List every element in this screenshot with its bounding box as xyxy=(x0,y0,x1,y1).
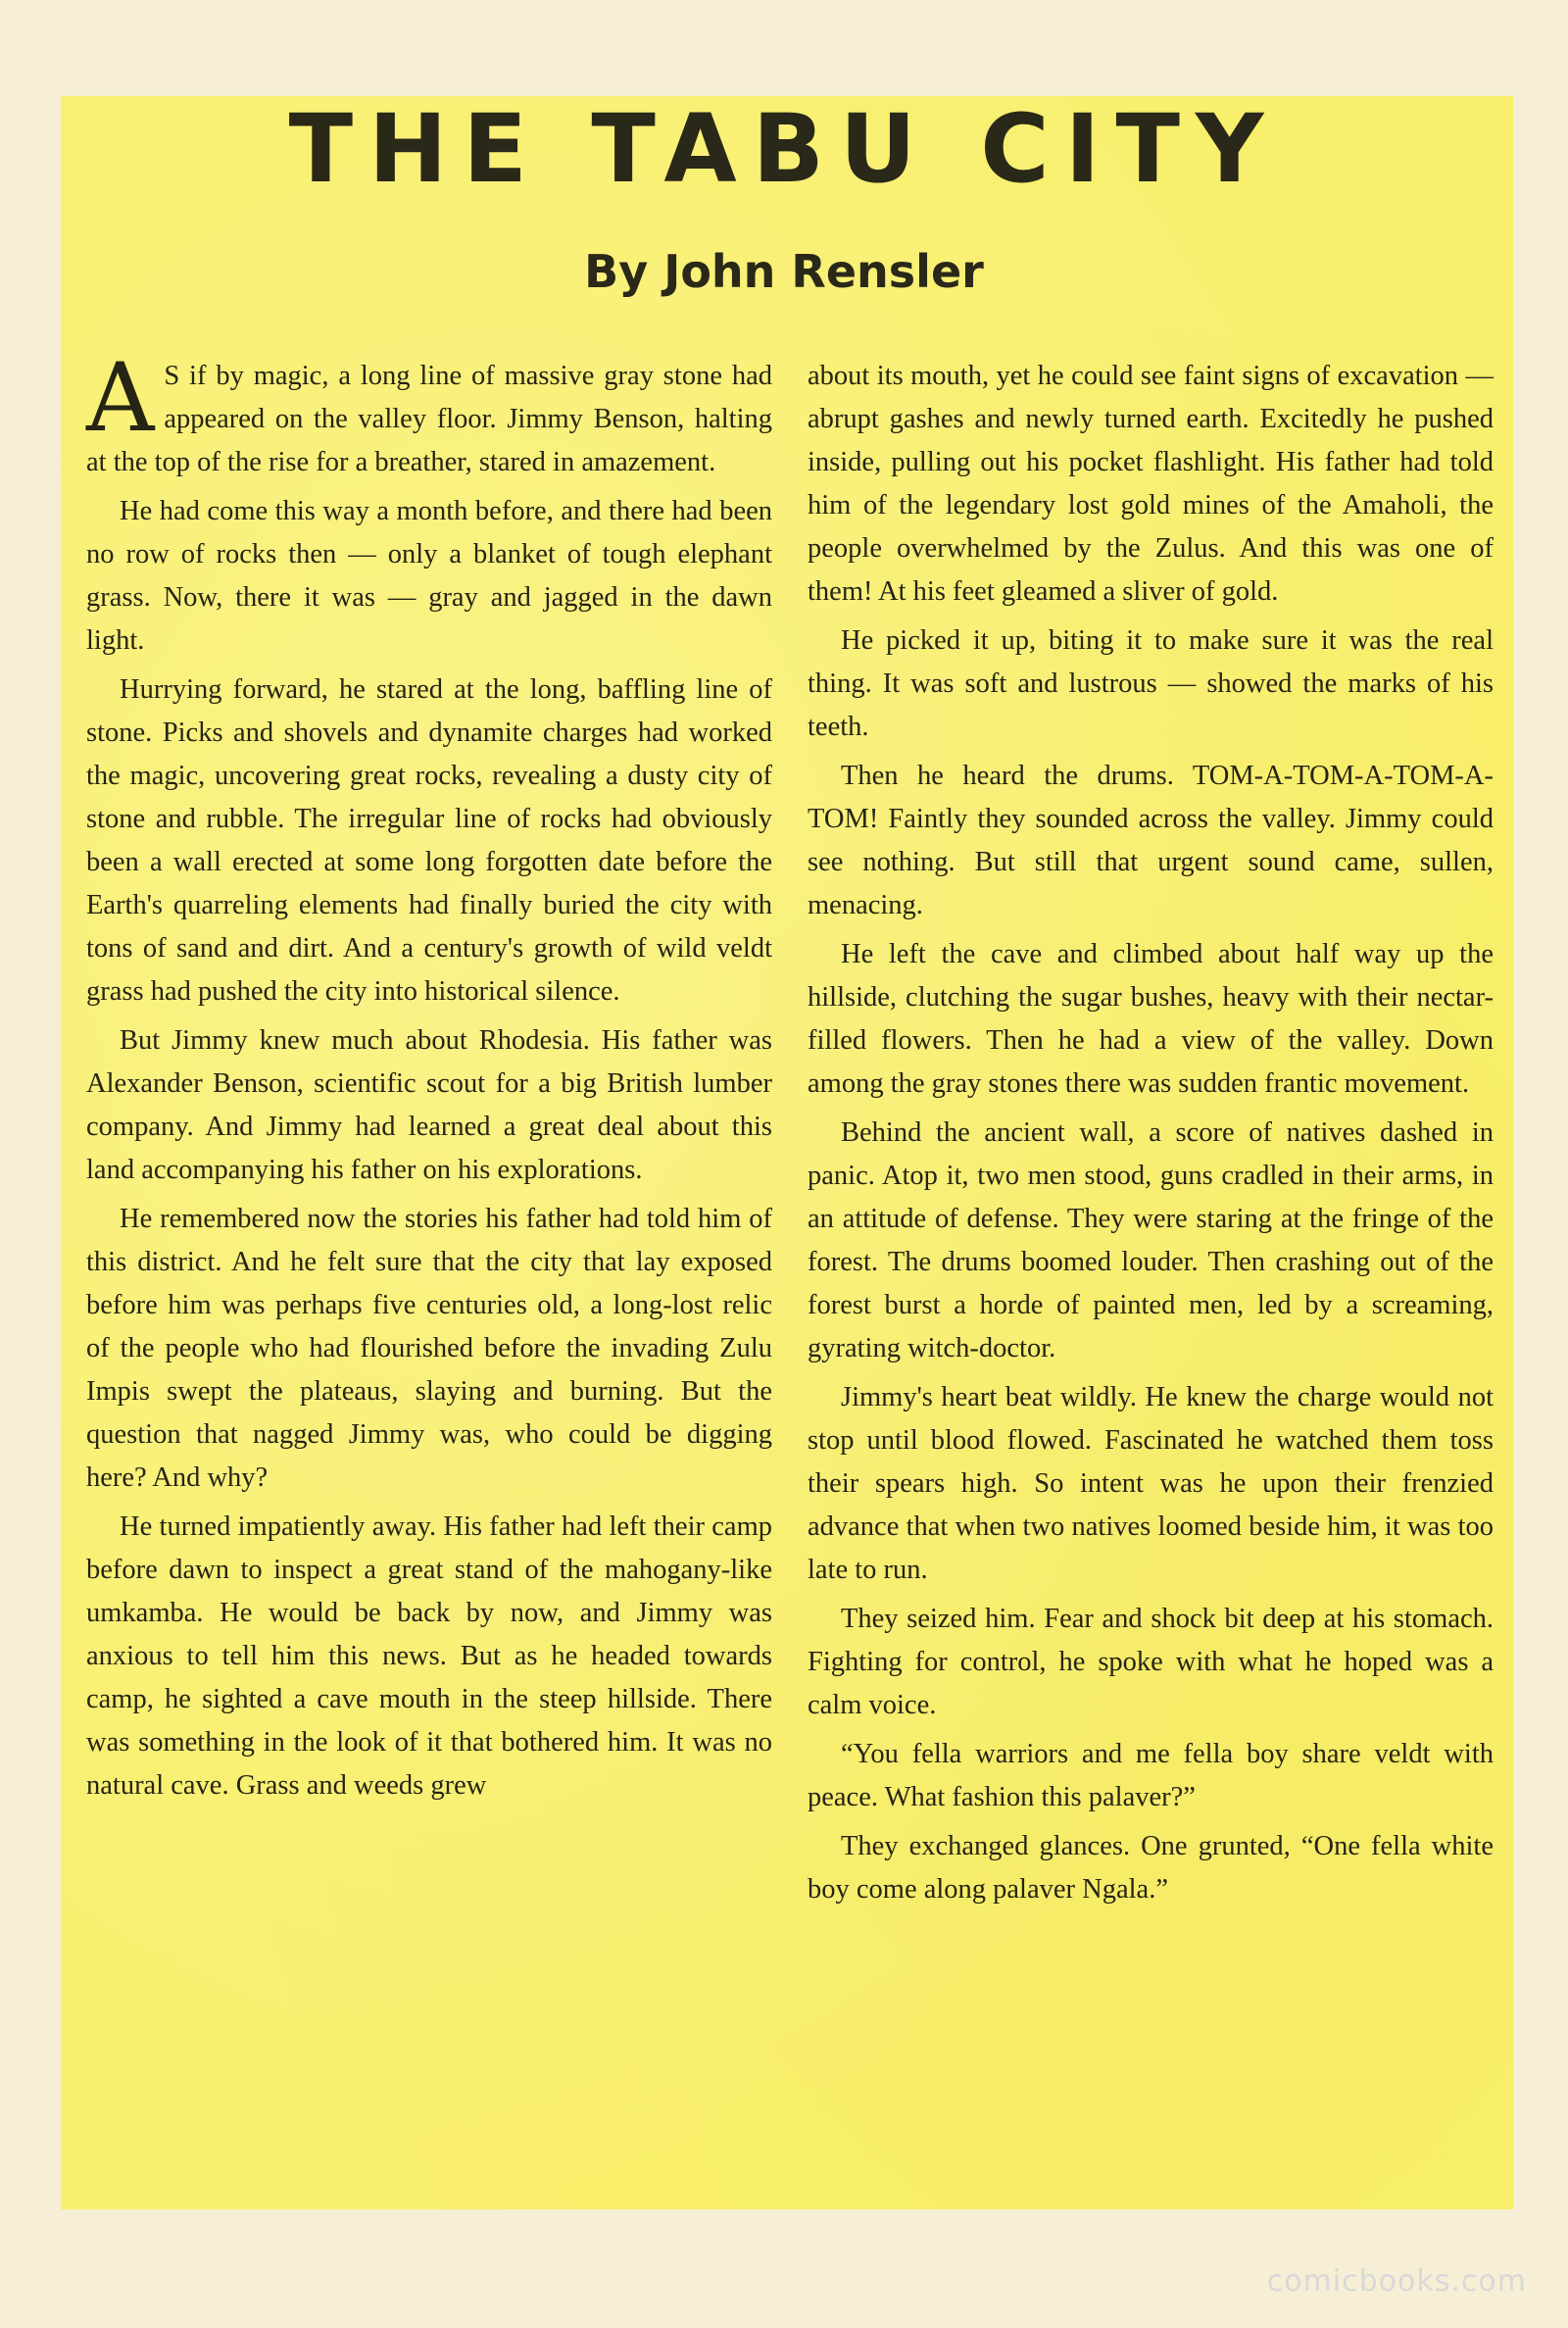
left-column xyxy=(86,343,772,1813)
byline: By John Rensler xyxy=(584,245,984,298)
paragraph: They seized him. Fear and shock bit deep at his stomach. Fighting for control, he spoke with what he hoped was a calm voice. xyxy=(808,1604,1494,1720)
paragraph: about its mouth, yet he could see faint signs of excavation — abrupt gashes and newly turned earth. Excitedly he pushed inside, pulling out his pocket flashlight. His father had told him of the legendary lost gold mines of the Amaholi, the people overwhelmed by the Zulus. And this was one of them! At his feet gleamed a sliver of gold. xyxy=(808,361,1494,607)
paragraph: He remembered now the stories his father had told him of this district. And he felt sure that the city that lay exposed before him was perhaps five centuries old, a long-lost relic of the people who had flourished before the invading Zulu Impis swept the plateaus, slaying and burning. But the question that nagged Jimmy was, who could be digging here? And why? xyxy=(86,1204,772,1493)
paragraph: They exchanged glances. One grunted, “One fella white boy come along palaver Ngala.” xyxy=(808,1831,1494,1905)
watermark: comicbooks.com xyxy=(1266,2264,1527,2299)
paragraph xyxy=(86,343,772,484)
paragraph: Then he heard the drums. TOM-A-TOM-A-TOM-A-TOM! Faintly they sounded across the valley. Jimmy could see nothing. But still that urgent sound came, sullen, menacing. xyxy=(808,761,1494,920)
paragraph: “You fella warriors and me fella boy share veldt with peace. What fashion this palaver?” xyxy=(808,1739,1494,1812)
right-column xyxy=(808,355,1494,1917)
paragraph: He had come this way a month before, and there had been no row of rocks then — only a blanket of tough elephant grass. Now, there it was — gray and jagged in the dawn light. xyxy=(86,496,772,656)
paragraph: He turned impatiently away. His father had left their camp before dawn to inspect a great stand of the mahogany-like umkamba. He would be back by now, and Jimmy was anxious to tell him this news. But as he headed towards camp, he sighted a cave mouth in the steep hillside. There was something in the look of it that bothered him. It was no natural cave. Grass and weeds grew xyxy=(86,1511,772,1801)
paragraph-text: S if by magic, a long line of massive gray stone had appeared on the valley floor. Jimmy Benson, halting at the top of the rise for a breather, stared in amazement. xyxy=(86,361,772,477)
paragraph: He picked it up, biting it to make sure it was the real thing. It was soft and lustrous — showed the marks of his teeth. xyxy=(808,625,1494,742)
story-title: THE TABU CITY xyxy=(288,94,1280,204)
paragraph: Behind the ancient wall, a score of natives dashed in panic. Atop it, two men stood, guns cradled in their arms, in an attitude of defense. They were staring at the fringe of the forest. The drums boomed louder. Then crashing out of the forest burst a horde of painted men, led by a screaming, gyrating witch-doctor. xyxy=(808,1117,1494,1363)
paragraph: Jimmy's heart beat wildly. He knew the charge would not stop until blood flowed. Fascinated he watched them toss their spears high. So intent was he upon their frenzied advance that when two natives loomed beside him, it was too late to run. xyxy=(808,1382,1494,1585)
paragraph: But Jimmy knew much about Rhodesia. His father was Alexander Benson, scientific scout for a big British lumber company. And Jimmy had learned a great deal about this land accompanying his father on his explorations. xyxy=(86,1025,772,1185)
paragraph: Hurrying forward, he stared at the long, baffling line of stone. Picks and shovels and dynamite charges had worked the magic, uncovering great rocks, revealing a dusty city of stone and rubble. The irregular line of rocks had obviously been a wall erected at some long forgotten date before the Earth's quarreling elements had finally buried the city with tons of sand and dirt. And a century's growth of wild veldt grass had pushed the city into historical silence. xyxy=(86,674,772,1007)
paragraph: He left the cave and climbed about half way up the hillside, clutching the sugar bushes, heavy with their nectar-filled flowers. Then he had a view of the valley. Down among the gray stones there was sudden frantic movement. xyxy=(808,939,1494,1099)
drop-cap: A xyxy=(86,343,155,453)
